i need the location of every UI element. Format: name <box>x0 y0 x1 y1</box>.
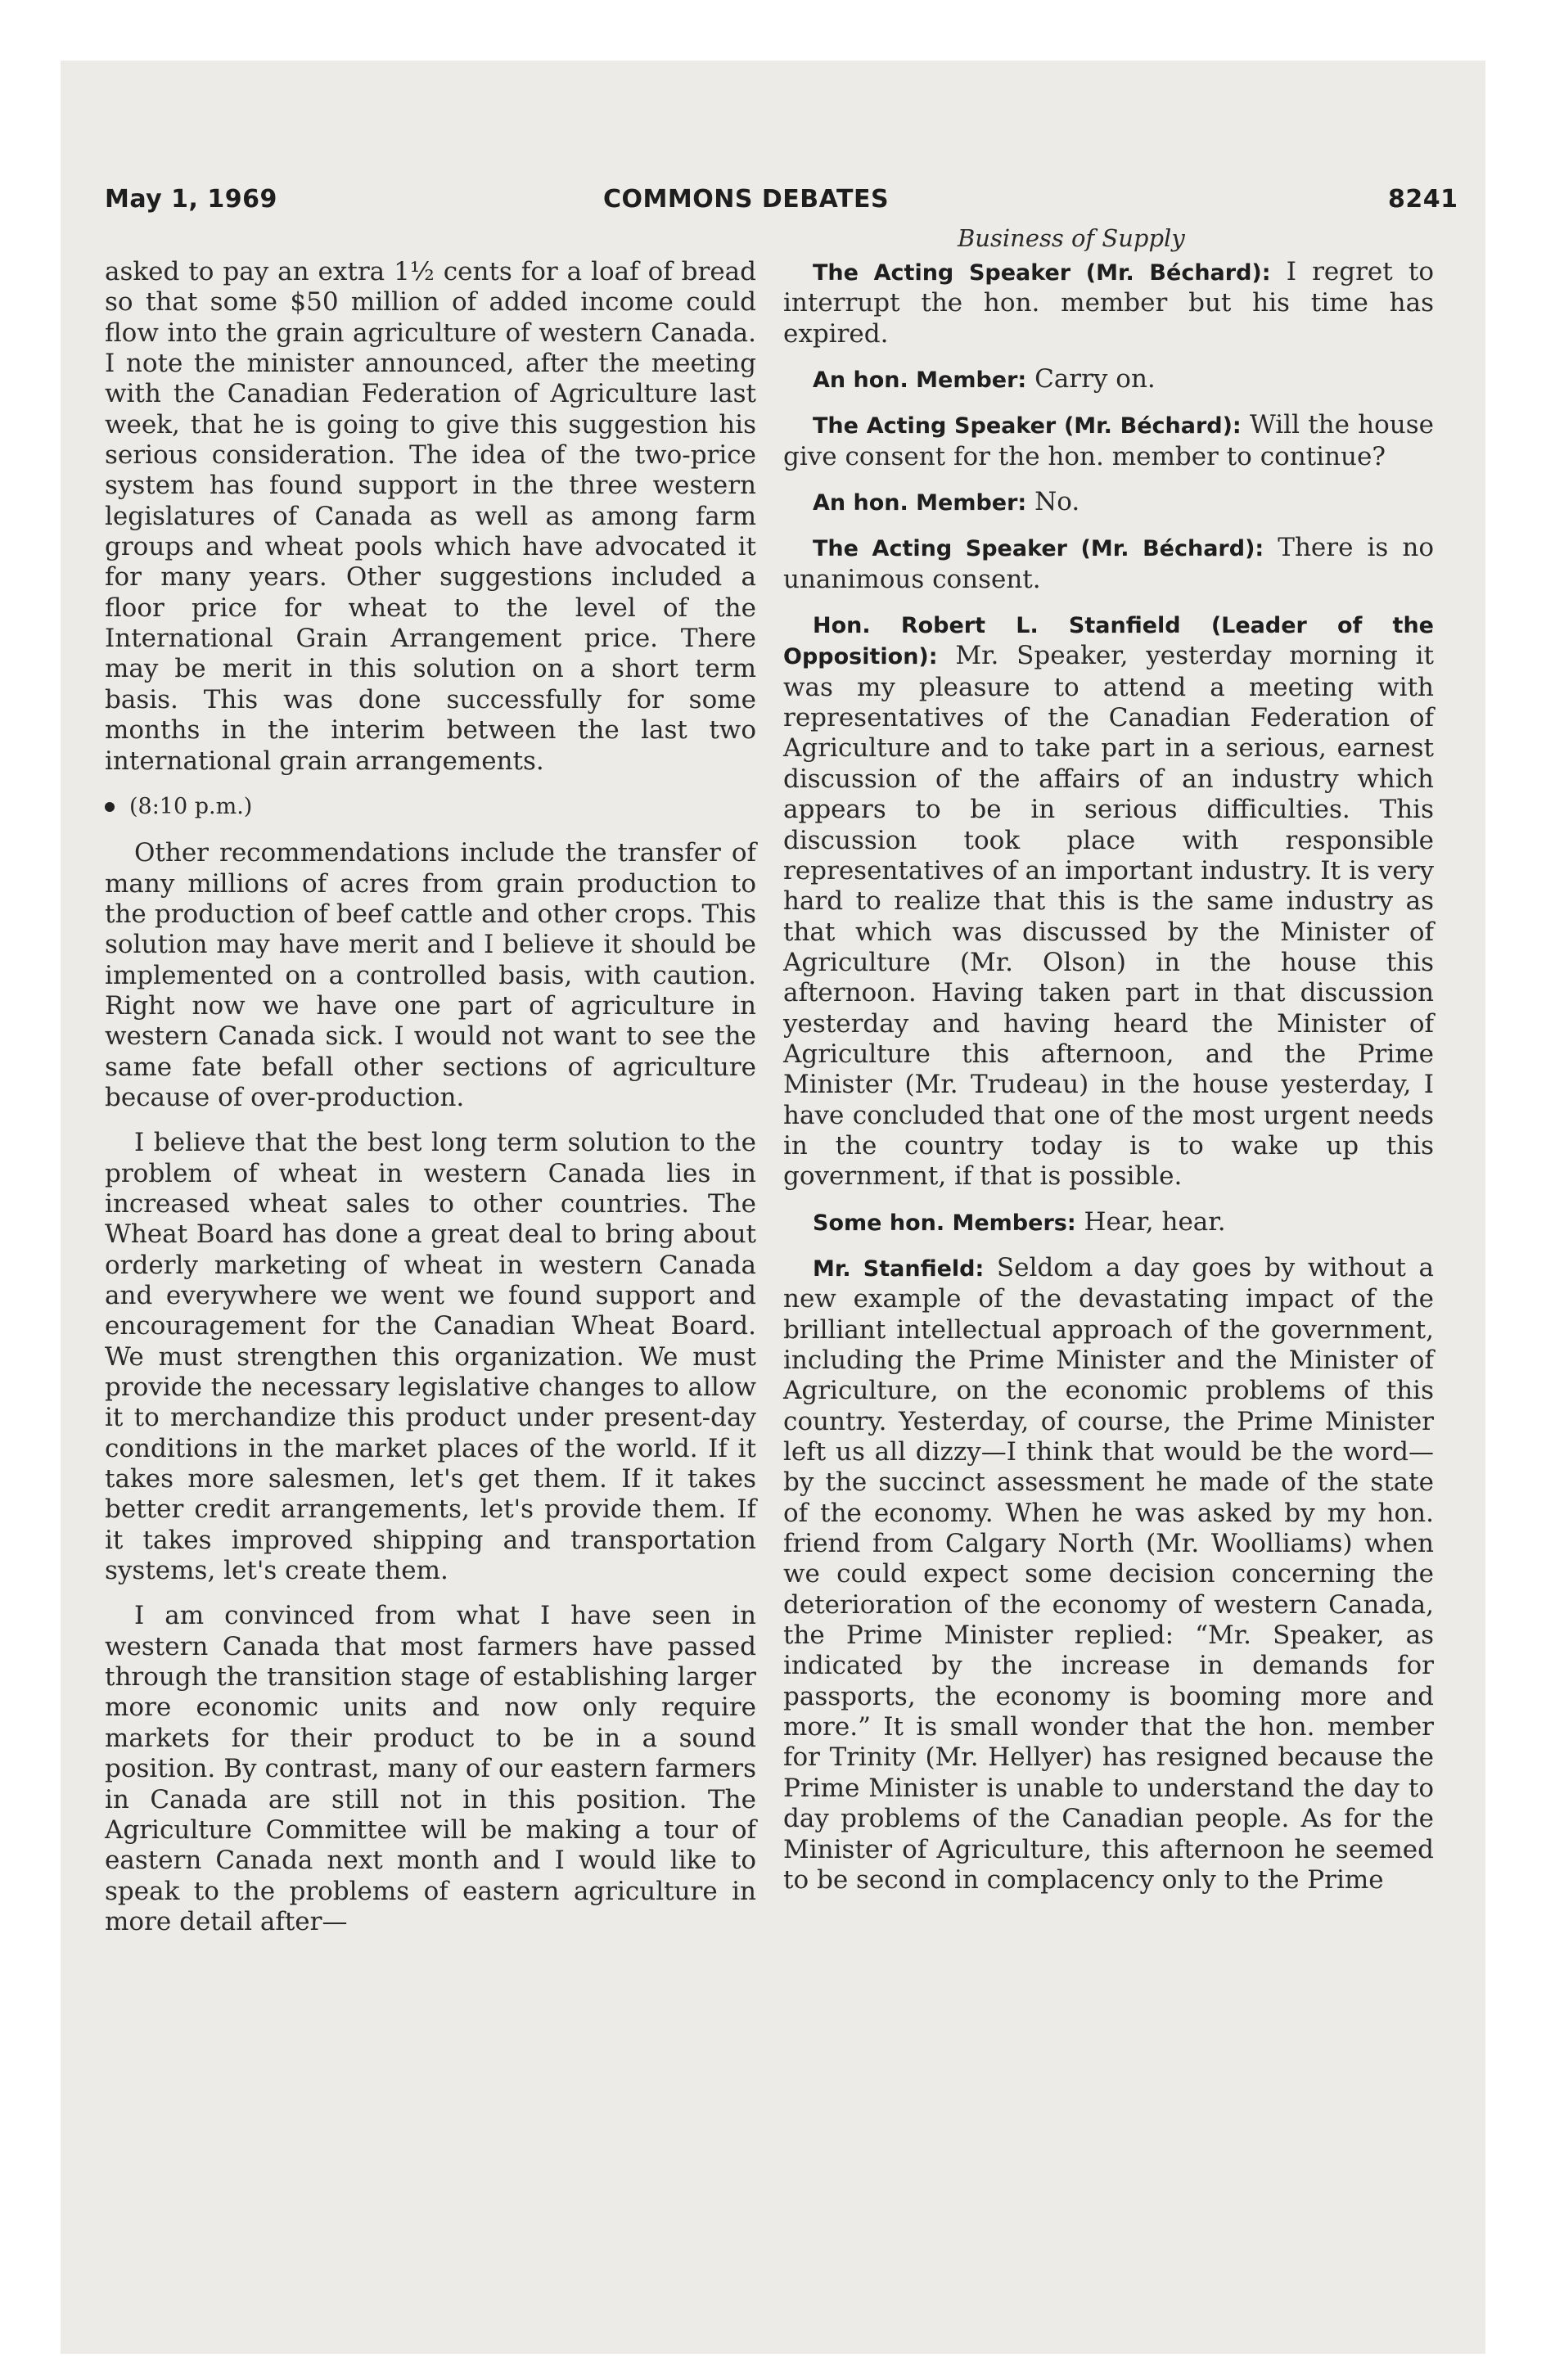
speaker-name: Hon. Robert L. Stanfield (Leader of the Opposition): <box>783 613 1434 670</box>
speech-entry <box>783 610 1434 1192</box>
speaker-name: Some hon. Members: <box>813 1210 1076 1236</box>
speech-text: There is no unanimous consent. <box>783 533 1435 594</box>
page-date: May 1, 1969 <box>105 185 277 214</box>
speech-entry <box>783 1253 1434 1895</box>
speech-text: I regret to interrupt the hon. member but his time has expired. <box>783 257 1434 349</box>
page-number: 8241 <box>1388 185 1458 214</box>
speech-entry <box>783 364 1434 395</box>
speech-entry <box>783 1207 1434 1238</box>
speaker-name: An hon. Member: <box>813 490 1027 516</box>
speech-text: Mr. Speaker, yesterday morning it was my pleasure to attend a meeting with representatives of the Canadian Federation of Agriculture and to take part in a serious, earnest discussion of the affairs of an industry which appears to be in serious difficulties. This discussion took place with responsible representatives of an important industry. It is very hard to realize that this is the same industry as that which was discussed by the Minister of Agriculture (Mr. Olson) in the house this afternoon. Having taken part in that discussion yesterday and having heard the Minister of Agriculture this afternoon, and the Prime Minister (Mr. Trudeau) in the house yesterday, I have concluded that one of the most urgent needs in the country today is to wake up this government, if that is possible. <box>783 641 1434 1192</box>
section-title: Business of Supply <box>958 224 1185 252</box>
speaker-name: An hon. Member: <box>813 367 1027 394</box>
speaker-name: The Acting Speaker (Mr. Béchard): <box>813 260 1271 286</box>
timestamp <box>105 791 756 822</box>
speech-text: Hear, hear. <box>1084 1206 1226 1237</box>
speech-text: Will the house give consent for the hon. member to continue? <box>783 410 1435 471</box>
speech-text: Seldom a day goes by without a new example of the devastating impact of the brilliant intellectual approach of the government, including the Prime Minister and the Minister of Agriculture, on the economic problems of this country. Yesterday, of course, the Prime Minister left us all dizzy—I think that would be the word—by the succinct assessment he made of the state of the economy. When he was asked by my hon. friend from Calgary North (Mr. Woolliams) when we could expect some decision concerning the deterioration of the economy of western Canada, the Prime Minister replied: “Mr. Speaker, as indicated by the increase in demands for passports, the economy is booming more and more.” It is small wonder that the hon. member for Trinity (Mr. Hellyer) has resigned because the Prime Minister is unable to understand the day to day problems of the Canadian people. As for the Minister of Agriculture, this afternoon he seemed to be second in complacency only to the Prime <box>783 1252 1435 1895</box>
timestamp-text: (8:10 p.m.) <box>129 793 253 819</box>
speech-entry <box>783 533 1434 595</box>
speech-entry <box>783 257 1434 349</box>
publication-title: COMMONS DEBATES <box>603 185 890 214</box>
speech-text: No. <box>1034 487 1080 517</box>
speaker-name: The Acting Speaker (Mr. Béchard): <box>813 413 1242 439</box>
paragraph: I believe that the best long term solution to the problem of wheat in western Canada lies in increased wheat sales to other countries. The Wheat Board has done a great deal to bring about orderly marketing of wheat in western Canada and everywhere we went we found support and encouragement for the Canadian Wheat Board. We must strengthen this organization. We must provide the necessary legislative changes to allow it to merchandize this product under present-day conditions in the market places of the world. If it takes more salesmen, let's get them. If it takes better credit arrangements, let's provide them. If it takes improved shipping and transportation systems, let's create them. <box>105 1128 756 1586</box>
paragraph: asked to pay an extra 1½ cents for a loaf of bread so that some $50 million of added income could flow into the grain agriculture of western Canada. I note the minister announced, after the meeting with the Canadian Federation of Agriculture last week, that he is going to give this suggestion his serious consideration. The idea of the two-price system has found support in the three western legislatures of Canada as well as among farm groups and wheat pools which have advocated it for many years. Other suggestions included a floor price for wheat to the level of the International Grain Arrangement price. There may be merit in this solution on a short term basis. This was done successfully for some months in the interim between the last two international grain arrangements. <box>105 257 756 776</box>
left-column <box>105 257 756 1937</box>
speech-entry <box>783 487 1434 518</box>
speaker-name: The Acting Speaker (Mr. Béchard): <box>813 536 1264 562</box>
right-column <box>783 257 1434 1910</box>
paragraph: Other recommendations include the transfer of many millions of acres from grain production to the production of beef cattle and other crops. This solution may have merit and I believe it should be implemented on a controlled basis, with caution. Right now we have one part of agriculture in western Canada sick. I would not want to see the same fate befall other sections of agriculture because of over-production. <box>105 838 756 1112</box>
speaker-name: Mr. Stanfield: <box>813 1255 985 1282</box>
bullet-icon <box>105 802 115 812</box>
speech-text: Carry on. <box>1034 364 1156 394</box>
speech-entry <box>783 410 1434 472</box>
paragraph: I am convinced from what I have seen in western Canada that most farmers have passed through the transition stage of establishing larger more economic units and now only require markets for their product to be in a sound position. By contrast, many of our eastern farmers in Canada are still not in this position. The Agriculture Committee will be making a tour of eastern Canada next month and I would like to speak to the problems of eastern agriculture in more detail after— <box>105 1601 756 1936</box>
